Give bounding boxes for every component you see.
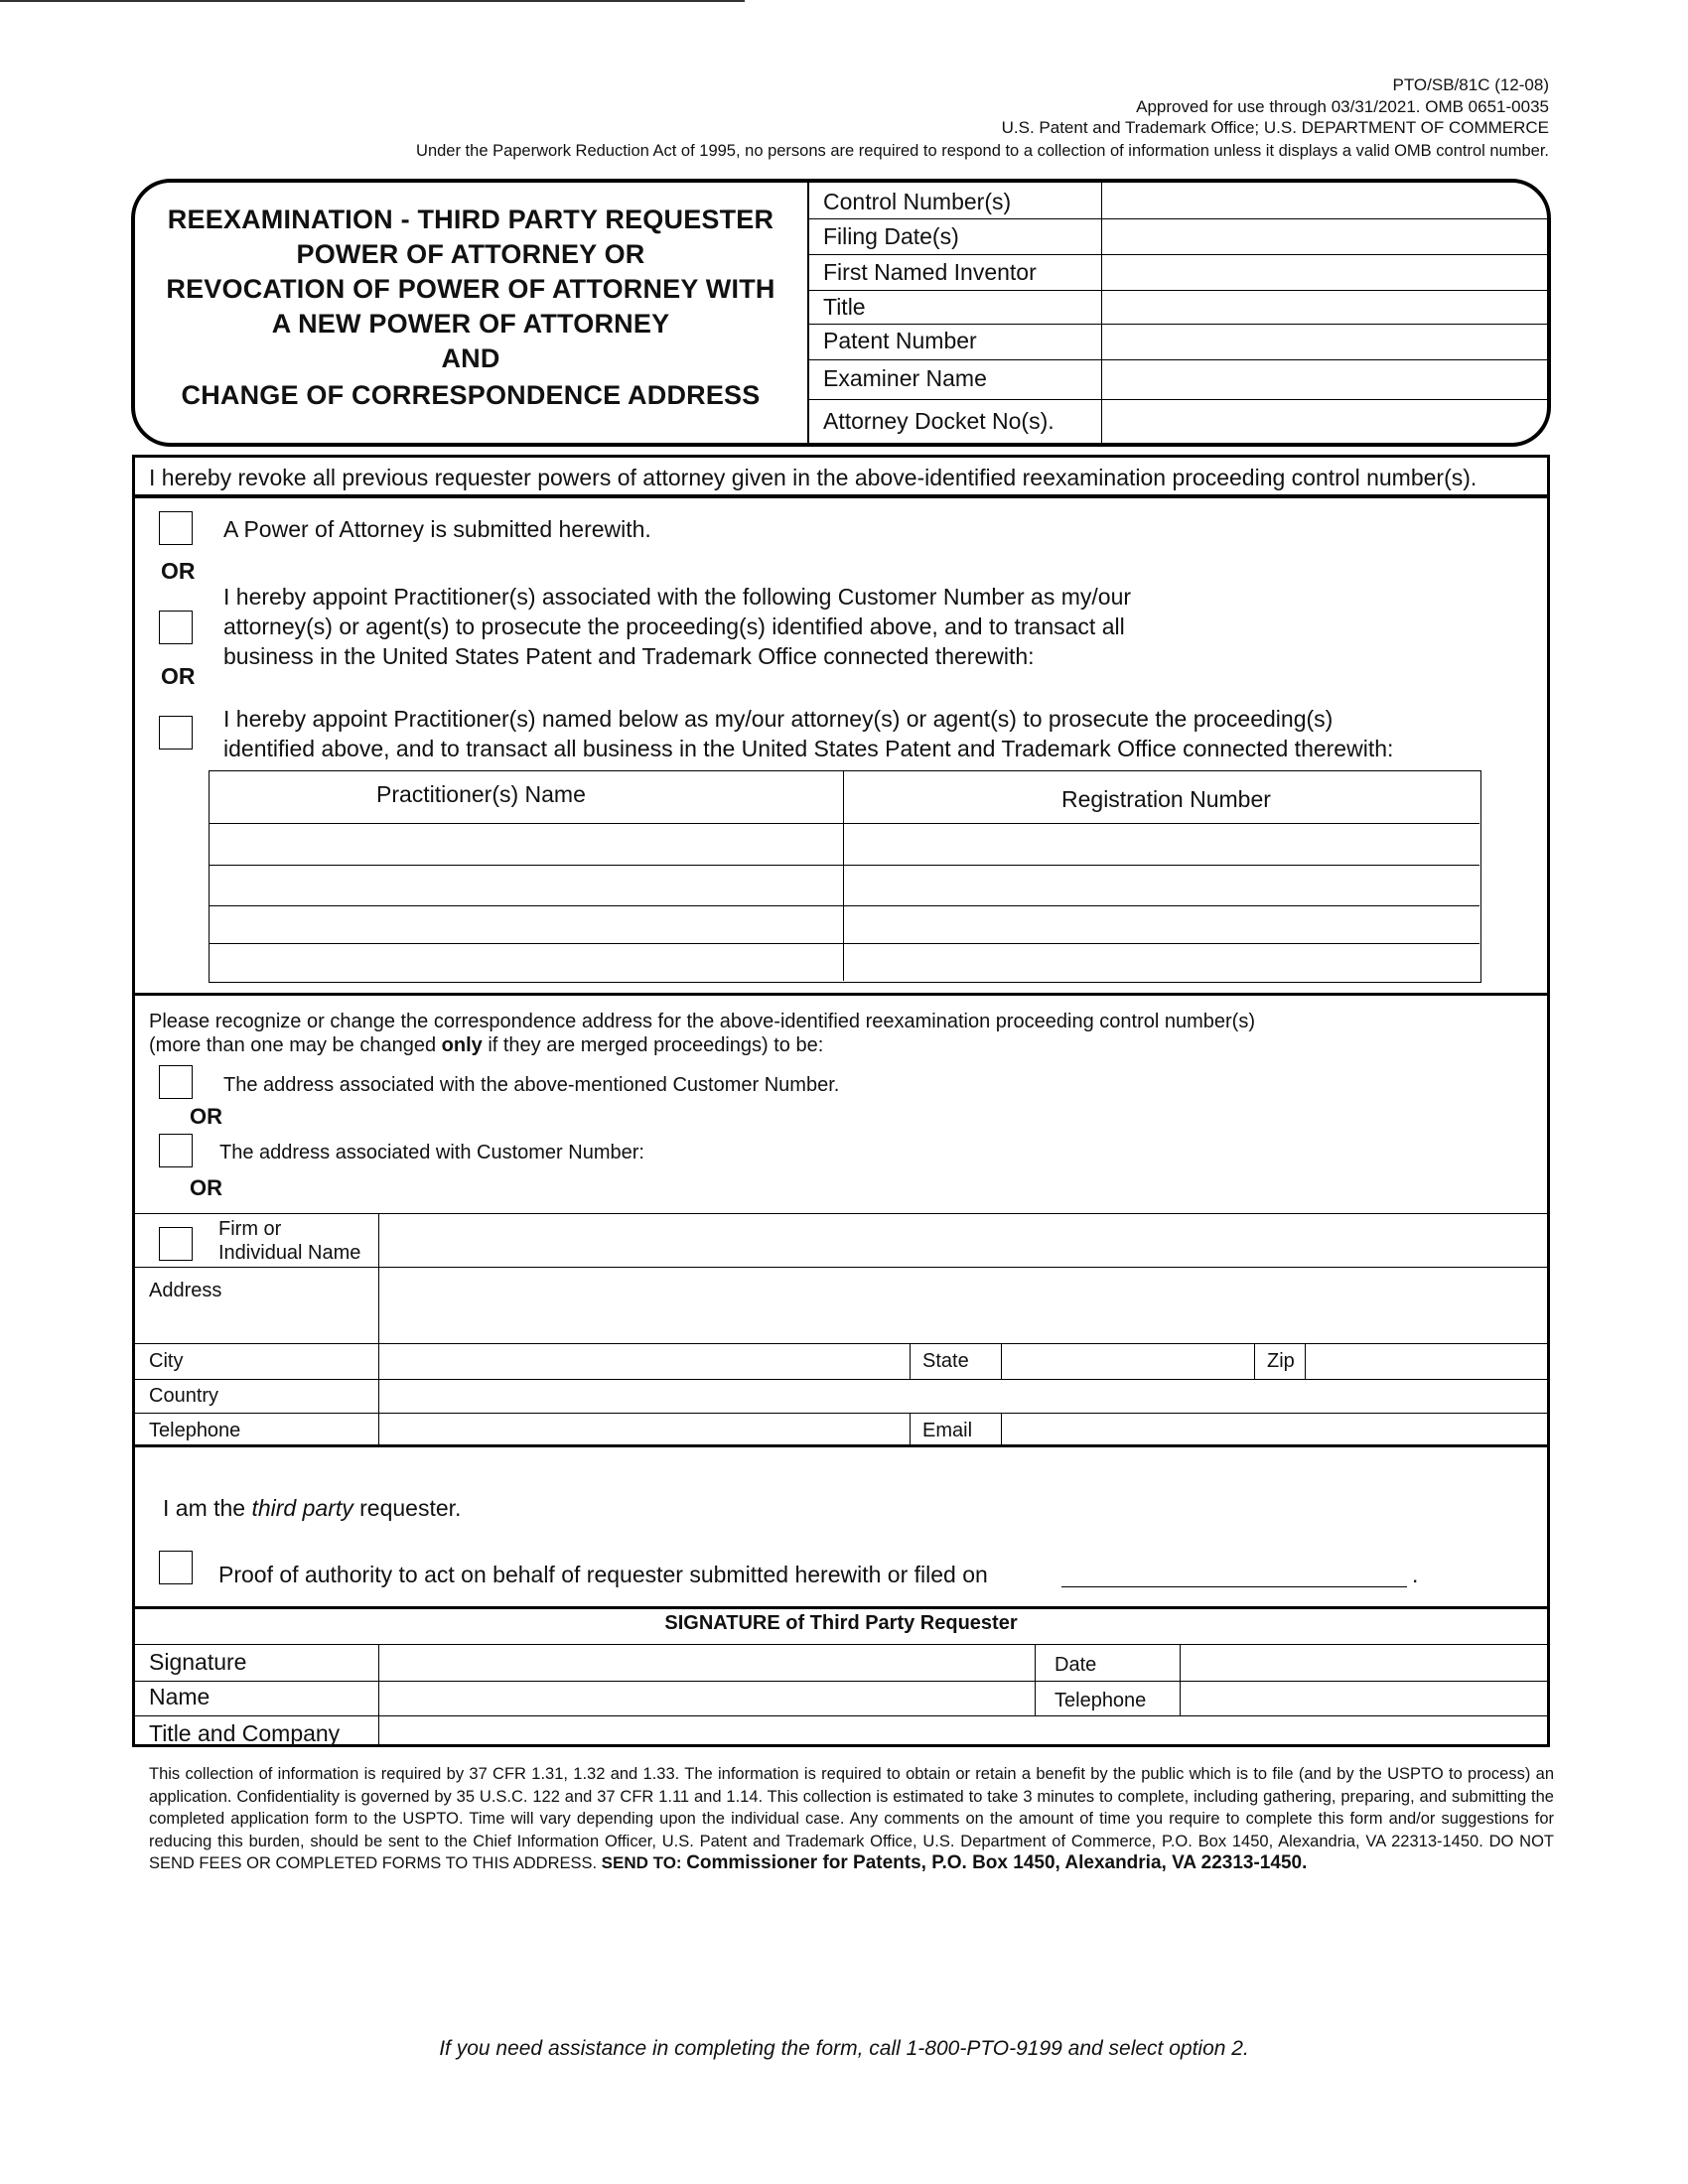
registration-number-header: Registration Number — [1061, 786, 1271, 812]
signature-grid-line — [1035, 1644, 1036, 1715]
title-line: AND — [441, 343, 500, 373]
practitioner-name-header: Practitioner(s) Name — [376, 781, 586, 807]
poa-option2-text — [223, 582, 1131, 671]
address-grid-line — [135, 1413, 1547, 1414]
filing-date-field[interactable] — [1101, 218, 1551, 254]
address-grid-line — [1254, 1343, 1255, 1379]
text-line: Please recognize or change the correspondence address for the above-identified reexamination proceeding control number(s) — [149, 1011, 1255, 1032]
form-title — [135, 203, 806, 413]
practitioner-name-cell[interactable] — [211, 907, 841, 941]
id-row-examiner — [809, 359, 1551, 400]
email-label: Email — [922, 1420, 973, 1441]
proof-date-field[interactable] — [1061, 1567, 1407, 1587]
text-line: Firm or — [218, 1218, 282, 1240]
assistance-note: If you need assistance in completing the form, call 1-800-PTO-9199 and select option 2. — [439, 2037, 1249, 2060]
paperwork-notice: Under the Paperwork Reduction Act of 1995, no persons are required to respond to a collection of information unless it displays a valid OMB control number. — [416, 142, 1549, 160]
poa-customer-number-checkbox[interactable] — [159, 611, 193, 644]
table-row-line — [210, 943, 1479, 944]
address-grid-line — [135, 1379, 1547, 1380]
title-field[interactable] — [1101, 290, 1551, 324]
title-company-field[interactable] — [381, 1718, 1543, 1743]
or-label: OR — [161, 558, 196, 584]
name-field[interactable] — [381, 1684, 1033, 1713]
text-part: I am the — [163, 1495, 252, 1521]
zip-label: Zip — [1267, 1350, 1295, 1372]
title-company-label: Title and Company — [149, 1720, 341, 1746]
title-line: A NEW POWER OF ATTORNEY — [271, 309, 670, 339]
city-field[interactable] — [381, 1346, 908, 1377]
registration-number-cell[interactable] — [846, 907, 1477, 941]
signature-grid-line — [378, 1644, 379, 1744]
or-label: OR — [190, 1104, 222, 1129]
address-grid-line — [135, 1213, 1547, 1214]
power-of-attorney-section — [132, 495, 1550, 996]
signature-telephone-field[interactable] — [1183, 1684, 1543, 1713]
address-label: Address — [149, 1280, 222, 1301]
text-line: attorney(s) or agent(s) to prosecute the proceeding(s) identified above, and to transact all — [223, 614, 1125, 639]
address-grid-line — [1001, 1413, 1002, 1444]
zip-field[interactable] — [1308, 1346, 1543, 1377]
country-label: Country — [149, 1385, 219, 1407]
send-to-address: Commissioner for Patents, P.O. Box 1450, Alexandria, VA 22313-1450. — [686, 1852, 1308, 1873]
specified-customer-number-checkbox[interactable] — [159, 1134, 193, 1167]
or-label: OR — [161, 663, 196, 689]
revoke-text: I hereby revoke all previous requester powers of attorney given in the above-identified reexamination proceeding control number(s). — [149, 465, 1477, 490]
option1-text: The address associated with the above-mentioned Customer Number. — [223, 1074, 840, 1096]
address-grid-line — [910, 1343, 911, 1379]
table-row-line — [210, 865, 1479, 866]
requester-section — [132, 1444, 1550, 1609]
address-grid-line — [135, 1267, 1547, 1268]
id-row-docket — [809, 399, 1551, 443]
id-label: Control Number(s) — [823, 189, 1012, 214]
poa-option3-text — [223, 704, 1393, 763]
first-inventor-field[interactable] — [1101, 254, 1551, 290]
identification-table — [807, 183, 1551, 443]
title-line: REEXAMINATION - THIRD PARTY REQUESTER — [167, 205, 774, 234]
burden-statement — [149, 1763, 1554, 1875]
signature-field[interactable] — [381, 1647, 1033, 1679]
control-number-field[interactable] — [1101, 183, 1551, 218]
poa-option1-text: A Power of Attorney is submitted herewith. — [223, 516, 651, 542]
city-label: City — [149, 1350, 184, 1372]
text-line: I hereby appoint Practitioner(s) associated with the following Customer Number as my/our — [223, 584, 1132, 610]
telephone-field[interactable] — [381, 1416, 908, 1443]
id-row-patent-number — [809, 324, 1551, 360]
table-row-line — [210, 823, 1479, 824]
state-field[interactable] — [1004, 1346, 1252, 1377]
text-line: I hereby appoint Practitioner(s) named below as my/our attorney(s) or agent(s) to prosecute the proceeding(s) — [223, 706, 1334, 732]
title-line: REVOCATION OF POWER OF ATTORNEY WITH — [166, 274, 775, 304]
id-label: Attorney Docket No(s). — [823, 408, 1055, 434]
email-field[interactable] — [1004, 1416, 1543, 1443]
date-label: Date — [1055, 1654, 1097, 1676]
practitioner-table — [209, 770, 1481, 983]
proof-of-authority-checkbox[interactable] — [159, 1551, 193, 1584]
practitioner-name-cell[interactable] — [211, 825, 841, 863]
form-number: PTO/SB/81C (12-08) — [1392, 75, 1549, 94]
registration-number-cell[interactable] — [846, 867, 1477, 903]
send-to-label: SEND TO: — [601, 1853, 682, 1872]
burden-text: This collection of information is required by 37 CFR 1.31, 1.32 and 1.33. The information is required to obtain or retain a benefit by the public which is to file (and by the USPTO to process) an application. Confidentiality is governed by 35 U.S.C. 122 and 37 CFR 1.11 and 1.14. This collection is estimated to take 3 minutes to complete, including gathering, preparing, and submitting the completed application form to the USPTO. Time will vary depending upon the individual case. Any comments on the amount of time you require to complete this form and/or suggestions for reducing this burden, should be sent to the Chief Information Officer, U.S. Patent and Trademark Office, U.S. Department of Commerce, P.O. Box 1450, Alexandria, VA 22313-1450. DO NOT SEND FEES OR COMPLETED FORMS TO THIS ADDRESS. — [149, 1765, 1554, 1872]
practitioner-name-cell[interactable] — [211, 945, 841, 980]
text-part: requester. — [352, 1495, 462, 1521]
text-line: identified above, and to transact all business in the United States Patent and Trademark Office connected therewith: — [223, 736, 1394, 761]
signature-grid-line — [135, 1644, 1547, 1645]
signature-label: Signature — [149, 1649, 247, 1675]
customer-number-address-checkbox[interactable] — [159, 1065, 193, 1099]
text-part: (more than one may be changed — [149, 1034, 442, 1056]
telephone-label: Telephone — [1055, 1690, 1147, 1711]
id-row-title — [809, 290, 1551, 325]
approval-line: Approved for use through 03/31/2021. OMB 0651-0035 — [1136, 97, 1549, 116]
country-field[interactable] — [381, 1382, 1543, 1411]
date-field[interactable] — [1183, 1647, 1543, 1679]
proof-of-authority-text: Proof of authority to act on behalf of requester submitted herewith or filed on — [218, 1562, 988, 1587]
address-grid-line — [910, 1413, 911, 1444]
signature-grid-line — [135, 1715, 1547, 1716]
name-label: Name — [149, 1684, 211, 1709]
signature-grid-line — [135, 1681, 1547, 1682]
address-grid-line — [135, 1343, 1547, 1344]
option2-text: The address associated with Customer Number: — [219, 1142, 644, 1163]
signature-grid-line — [1180, 1644, 1181, 1715]
id-row-first-inventor — [809, 254, 1551, 291]
title-line: CHANGE OF CORRESPONDENCE ADDRESS — [181, 380, 761, 410]
table-row-line — [210, 905, 1479, 906]
period: . — [1412, 1562, 1419, 1587]
emphasis-only: only — [441, 1034, 483, 1056]
id-label: Title — [823, 294, 866, 320]
id-row-filing-date — [809, 218, 1551, 255]
registration-number-cell[interactable] — [846, 945, 1477, 980]
firm-name-field[interactable] — [381, 1216, 1543, 1266]
text-line: Individual Name — [218, 1242, 361, 1264]
text-line: business in the United States Patent and Trademark Office connected therewith: — [223, 643, 1035, 669]
firm-name-checkbox[interactable] — [159, 1227, 193, 1261]
title-block — [131, 179, 1551, 447]
registration-number-cell[interactable] — [846, 825, 1477, 863]
state-label: State — [922, 1350, 969, 1372]
practitioner-name-cell[interactable] — [211, 867, 841, 903]
text-line — [149, 1033, 1255, 1057]
id-label: Examiner Name — [823, 365, 987, 391]
address-grid-line — [1001, 1343, 1002, 1379]
patent-number-field[interactable] — [1101, 324, 1551, 359]
id-label: First Named Inventor — [823, 259, 1037, 285]
signature-section — [132, 1606, 1550, 1747]
agency-line: U.S. Patent and Trademark Office; U.S. DEPARTMENT OF COMMERCE — [1001, 118, 1549, 137]
examiner-field[interactable] — [1101, 359, 1551, 399]
id-label: Patent Number — [823, 328, 977, 353]
table-divider — [843, 771, 844, 981]
or-label: OR — [190, 1175, 222, 1200]
title-line: POWER OF ATTORNEY OR — [296, 239, 645, 269]
docket-field[interactable] — [1101, 399, 1551, 443]
top-rule — [0, 0, 745, 2]
poa-named-practitioners-checkbox[interactable] — [159, 716, 193, 750]
revoke-row — [132, 455, 1550, 497]
correspondence-intro — [149, 1010, 1255, 1057]
emphasis-third-party: third party — [251, 1495, 353, 1521]
id-label: Filing Date(s) — [823, 223, 959, 249]
signature-heading: SIGNATURE of Third Party Requester — [664, 1612, 1018, 1634]
id-row-control-number — [809, 183, 1551, 219]
address-grid-line — [1305, 1343, 1306, 1379]
firm-name-label — [218, 1217, 360, 1265]
requester-statement — [163, 1493, 461, 1523]
address-field[interactable] — [381, 1270, 1543, 1341]
correspondence-section — [132, 993, 1550, 1447]
telephone-label: Telephone — [149, 1420, 241, 1441]
poa-submitted-checkbox[interactable] — [159, 511, 193, 545]
address-grid-line — [378, 1213, 379, 1444]
text-part: if they are merged proceedings) to be: — [482, 1034, 824, 1056]
